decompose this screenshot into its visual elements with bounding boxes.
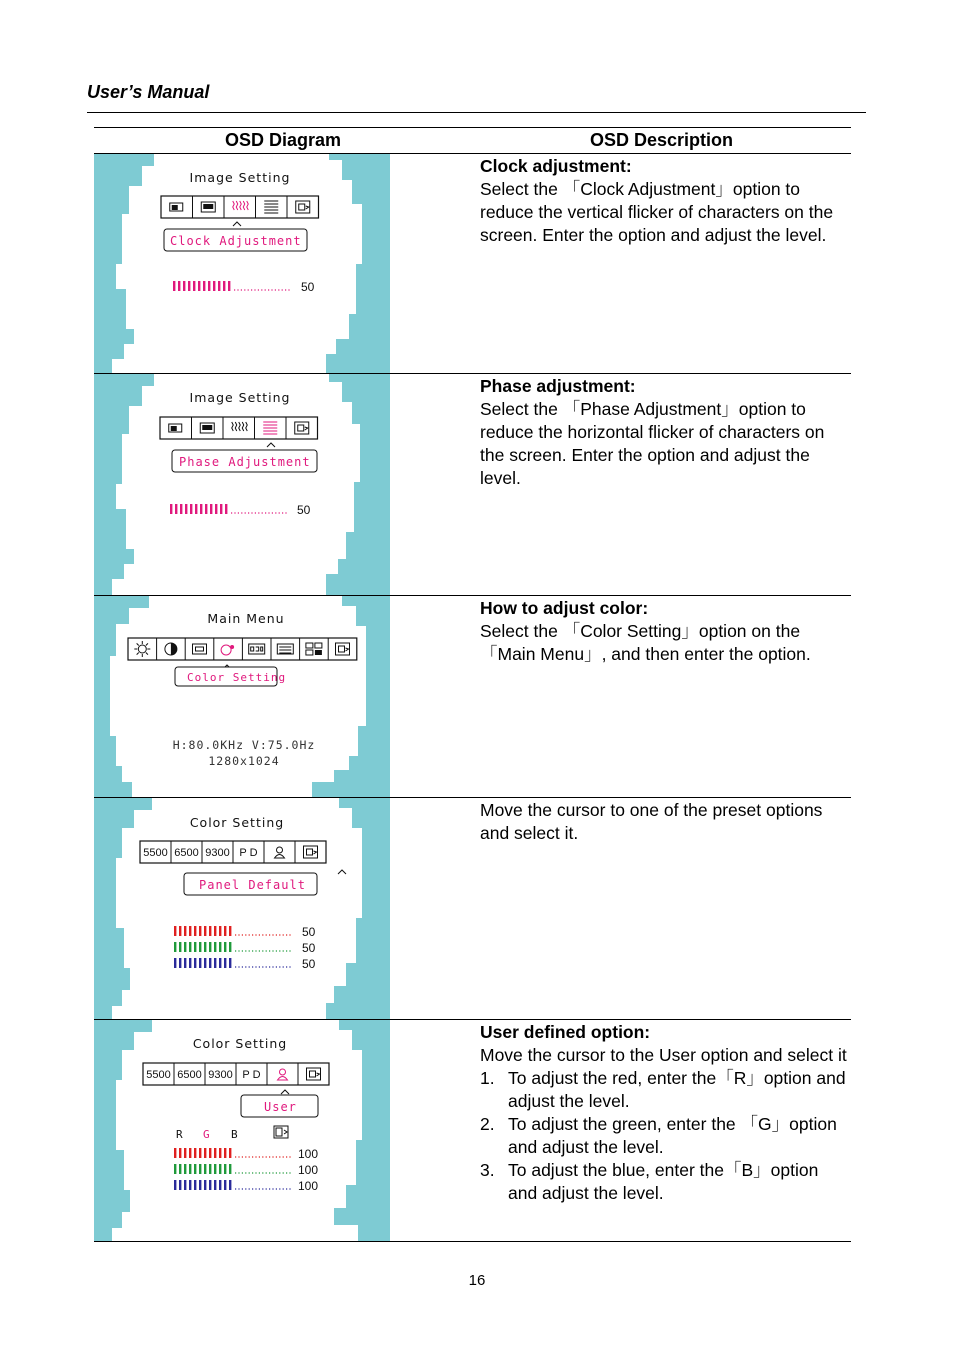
- level-tick: [185, 504, 187, 514]
- level-tick: [210, 504, 212, 514]
- description: [480, 799, 850, 845]
- level-tick: [209, 1164, 211, 1174]
- level-tick: [199, 926, 201, 936]
- level-tick: [229, 1164, 231, 1174]
- page-number: 16: [468, 1272, 486, 1289]
- level-tick: [174, 942, 176, 952]
- osd-title: Image Setting: [189, 170, 291, 185]
- level-tick: [184, 1164, 186, 1174]
- level-tick: [198, 281, 200, 291]
- level-tick: [175, 504, 177, 514]
- label-r: R: [176, 1128, 183, 1141]
- level-tick: [224, 1180, 226, 1190]
- level-tick: [204, 926, 206, 936]
- level-tick: [219, 1180, 221, 1190]
- page-header-title: User’s Manual: [87, 82, 210, 102]
- osd-diagram: [94, 798, 390, 1019]
- col-header-diagram: OSD Diagram: [224, 130, 342, 150]
- osd-option-label: User: [264, 1100, 297, 1114]
- osd-icon-bar: [161, 196, 319, 218]
- level-tick: [173, 281, 175, 291]
- level-tick: [214, 1180, 216, 1190]
- level-tick: [189, 926, 191, 936]
- level-tick: [189, 1148, 191, 1158]
- level-tick: [179, 1180, 181, 1190]
- level-tick: [179, 1164, 181, 1174]
- preset-0: 5500: [146, 1069, 171, 1081]
- col-header-description: OSD Description: [589, 130, 734, 150]
- table-header: [94, 127, 851, 154]
- level-tick: [209, 926, 211, 936]
- level-value: 50: [301, 280, 315, 294]
- osd-main-icon-bar: [128, 638, 357, 660]
- level-tick: [189, 958, 191, 968]
- osd-frequency: H:80.0KHz V:75.0Hz: [172, 738, 316, 752]
- level-tick: [218, 281, 220, 291]
- osd-table: [94, 127, 851, 1242]
- level-tick: [214, 942, 216, 952]
- level-tick: [178, 281, 180, 291]
- desc-text: Move the cursor to one of the preset options and select it.: [480, 800, 823, 843]
- level-value: 50: [302, 925, 316, 939]
- osd-option-label: Panel Default: [199, 878, 306, 892]
- list-item: 3. To adjust the blue, enter the「B」option and adjust the level.: [480, 1160, 819, 1203]
- label-g: G: [203, 1128, 210, 1141]
- level-tick: [214, 1148, 216, 1158]
- desc-title: How to adjust color:: [480, 598, 649, 618]
- table-row: [94, 596, 851, 798]
- steps-list: [480, 1067, 850, 1205]
- desc-title: User defined option:: [480, 1022, 651, 1042]
- level-tick: [180, 504, 182, 514]
- level-tick: [193, 281, 195, 291]
- desc-title: Phase adjustment:: [480, 376, 636, 396]
- table-row: [94, 1020, 851, 1242]
- level-tick: [204, 958, 206, 968]
- description: [480, 1021, 850, 1205]
- level-tick: [195, 504, 197, 514]
- level-tick: [209, 942, 211, 952]
- description: [480, 155, 850, 247]
- osd-diagram: [94, 596, 390, 797]
- osd-screen: [94, 374, 390, 595]
- preset-3: P D: [242, 1069, 261, 1081]
- desc-title: Clock adjustment:: [480, 156, 632, 176]
- level-tick: [204, 942, 206, 952]
- list-item: 2. To adjust the green, enter the 「G」option and adjust the level.: [480, 1114, 837, 1157]
- level-value: 100: [298, 1163, 319, 1177]
- level-tick: [199, 1180, 201, 1190]
- level-tick: [179, 958, 181, 968]
- osd-diagram: [94, 374, 390, 595]
- header-rule: [87, 112, 866, 113]
- table-row: [94, 374, 851, 596]
- level-tick: [219, 1148, 221, 1158]
- osd-screen: [94, 596, 390, 797]
- level-tick: [219, 1164, 221, 1174]
- osd-color-preset-bar: [143, 1063, 329, 1085]
- level-tick: [188, 281, 190, 291]
- level-tick: [190, 504, 192, 514]
- level-tick: [184, 958, 186, 968]
- level-tick: [220, 504, 222, 514]
- osd-screen: [94, 798, 390, 1019]
- exit-icon: [274, 1126, 288, 1138]
- osd-screen: [94, 1020, 390, 1241]
- level-tick: [219, 926, 221, 936]
- table-row: [94, 154, 851, 374]
- osd-diagram: [94, 154, 390, 373]
- level-tick: [194, 942, 196, 952]
- level-tick: [194, 958, 196, 968]
- osd-window: [112, 374, 360, 595]
- level-tick: [214, 926, 216, 936]
- osd-resolution: 1280x1024: [208, 754, 280, 768]
- level-tick: [184, 1148, 186, 1158]
- osd-title: Image Setting: [189, 390, 291, 405]
- level-tick: [224, 958, 226, 968]
- preset-1: 6500: [177, 1069, 202, 1081]
- osd-option-label: Phase Adjustment: [179, 455, 311, 469]
- level-value: 50: [302, 957, 316, 971]
- level-tick: [208, 281, 210, 291]
- level-tick: [213, 281, 215, 291]
- preset-3: P D: [239, 847, 258, 859]
- level-tick: [215, 504, 217, 514]
- level-tick: [183, 281, 185, 291]
- osd-color-preset-bar: [140, 841, 326, 863]
- level-tick: [199, 1164, 201, 1174]
- level-tick: [199, 958, 201, 968]
- desc-text: Select the 「Phase Adjustment」option to reduce the horizontal flicker of characters on the screen. Enter the option and adjust the level.: [480, 399, 825, 488]
- level-value: 50: [297, 503, 311, 517]
- desc-text: Select the 「Color Setting」option on the 「Main Menu」, and then enter the option.: [480, 621, 811, 664]
- level-tick: [204, 1164, 206, 1174]
- level-tick: [184, 942, 186, 952]
- label-b: B: [231, 1128, 238, 1141]
- description: [480, 375, 850, 490]
- level-tick: [174, 1164, 176, 1174]
- level-tick: [194, 1180, 196, 1190]
- level-tick: [209, 1148, 211, 1158]
- level-tick: [174, 1180, 176, 1190]
- level-tick: [224, 926, 226, 936]
- level-tick: [229, 958, 231, 968]
- level-value: 100: [298, 1147, 319, 1161]
- level-tick: [199, 1148, 201, 1158]
- level-tick: [205, 504, 207, 514]
- level-tick: [229, 942, 231, 952]
- level-tick: [229, 1148, 231, 1158]
- level-tick: [189, 942, 191, 952]
- preset-0: 5500: [143, 847, 168, 859]
- level-tick: [174, 926, 176, 936]
- osd-option-label: Color Setting: [187, 671, 287, 684]
- level-tick: [200, 504, 202, 514]
- level-tick: [214, 1164, 216, 1174]
- description: [480, 597, 850, 666]
- level-tick: [194, 1148, 196, 1158]
- osd-option-label: Clock Adjustment: [170, 234, 302, 248]
- level-tick: [194, 1164, 196, 1174]
- level-tick: [179, 1148, 181, 1158]
- level-tick: [189, 1180, 191, 1190]
- level-tick: [203, 281, 205, 291]
- level-tick: [179, 942, 181, 952]
- level-tick: [229, 926, 231, 936]
- level-tick: [228, 281, 230, 291]
- level-tick: [214, 958, 216, 968]
- level-tick: [184, 1180, 186, 1190]
- level-tick: [209, 1180, 211, 1190]
- level-tick: [229, 1180, 231, 1190]
- desc-text: Select the 「Clock Adjustment」option to reduce the vertical flicker of characters on the screen. Enter the option and adjust the level.: [480, 179, 834, 245]
- osd-diagram: [94, 1020, 390, 1241]
- osd-title: Color Setting: [192, 1036, 288, 1051]
- level-tick: [174, 1148, 176, 1158]
- osd-title: Main Menu: [207, 611, 285, 626]
- level-tick: [225, 504, 227, 514]
- level-tick: [184, 926, 186, 936]
- desc-text: Move the cursor to the User option and select it: [480, 1045, 847, 1065]
- level-tick: [224, 942, 226, 952]
- preset-2: 9300: [208, 1069, 233, 1081]
- level-value: 50: [302, 941, 316, 955]
- level-tick: [204, 1148, 206, 1158]
- level-tick: [189, 1164, 191, 1174]
- level-tick: [179, 926, 181, 936]
- level-tick: [199, 942, 201, 952]
- osd-title: Color Setting: [189, 815, 285, 830]
- level-tick: [224, 1164, 226, 1174]
- level-tick: [204, 1180, 206, 1190]
- level-tick: [224, 1148, 226, 1158]
- table-row: [94, 798, 851, 1020]
- level-tick: [170, 504, 172, 514]
- level-tick: [223, 281, 225, 291]
- level-tick: [209, 958, 211, 968]
- level-tick: [219, 942, 221, 952]
- list-item: 1. To adjust the red, enter the「R」option and adjust the level.: [480, 1068, 846, 1111]
- level-value: 100: [298, 1179, 319, 1193]
- level-tick: [194, 926, 196, 936]
- osd-screen: [94, 154, 390, 373]
- preset-1: 6500: [174, 847, 199, 859]
- level-tick: [174, 958, 176, 968]
- osd-icon-bar: [160, 417, 318, 439]
- osd-window: [112, 154, 362, 373]
- osd-window: [112, 798, 362, 1019]
- level-tick: [219, 958, 221, 968]
- preset-2: 9300: [205, 847, 230, 859]
